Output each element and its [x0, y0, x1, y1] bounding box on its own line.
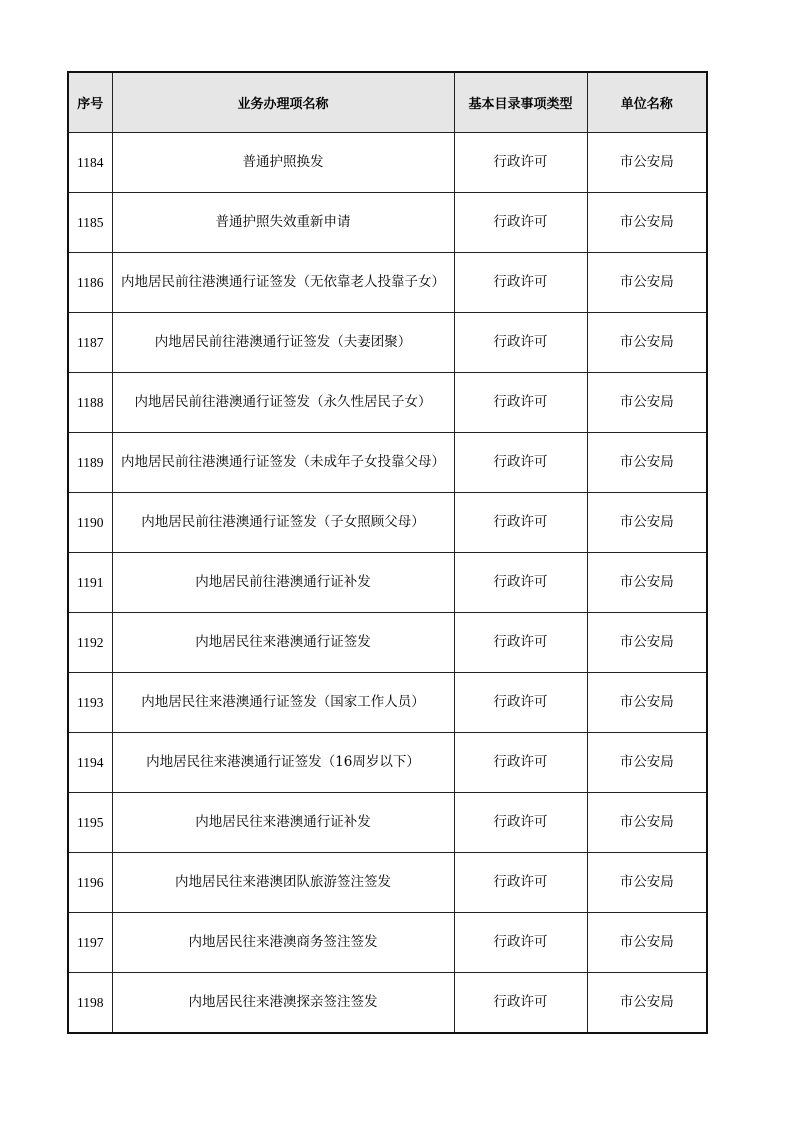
row-unit-name: 市公安局	[587, 193, 707, 253]
row-seq: 1194	[68, 733, 112, 793]
row-item-name: 内地居民前往港澳通行证签发（未成年子女投靠父母）	[112, 433, 454, 493]
row-item-name: 内地居民前往港澳通行证补发	[112, 553, 454, 613]
row-unit-name: 市公安局	[587, 133, 707, 193]
row-seq: 1187	[68, 313, 112, 373]
row-seq: 1188	[68, 373, 112, 433]
row-unit-name: 市公安局	[587, 493, 707, 553]
row-item-name: 内地居民前往港澳通行证签发（子女照顾父母）	[112, 493, 454, 553]
row-item-name: 内地居民往来港澳通行证签发（16周岁以下）	[112, 733, 454, 793]
row-unit-name: 市公安局	[587, 853, 707, 913]
table-row	[68, 613, 707, 673]
row-item-type: 行政许可	[454, 853, 587, 913]
table-row	[68, 373, 707, 433]
row-seq: 1198	[68, 973, 112, 1034]
table-row	[68, 793, 707, 853]
row-unit-name: 市公安局	[587, 373, 707, 433]
table-row	[68, 313, 707, 373]
row-seq: 1196	[68, 853, 112, 913]
row-item-name: 内地居民前往港澳通行证签发（无依靠老人投靠子女）	[112, 253, 454, 313]
row-item-type: 行政许可	[454, 313, 587, 373]
row-unit-name: 市公安局	[587, 733, 707, 793]
row-item-type: 行政许可	[454, 973, 587, 1034]
row-unit-name: 市公安局	[587, 253, 707, 313]
row-unit-name: 市公安局	[587, 613, 707, 673]
row-item-type: 行政许可	[454, 493, 587, 553]
row-seq: 1197	[68, 913, 112, 973]
header-item-name: 业务办理项名称	[112, 72, 454, 133]
row-seq: 1186	[68, 253, 112, 313]
row-unit-name: 市公安局	[587, 793, 707, 853]
row-item-name: 普通护照换发	[112, 133, 454, 193]
row-item-name: 内地居民往来港澳通行证签发（国家工作人员）	[112, 673, 454, 733]
row-item-name: 内地居民往来港澳商务签注签发	[112, 913, 454, 973]
row-item-name: 内地居民前往港澳通行证签发（永久性居民子女）	[112, 373, 454, 433]
row-item-type: 行政许可	[454, 193, 587, 253]
row-item-type: 行政许可	[454, 673, 587, 733]
table-row	[68, 733, 707, 793]
row-seq: 1184	[68, 133, 112, 193]
row-unit-name: 市公安局	[587, 433, 707, 493]
table-header-row	[68, 72, 707, 133]
row-item-name: 内地居民往来港澳通行证签发	[112, 613, 454, 673]
row-item-type: 行政许可	[454, 253, 587, 313]
table-row	[68, 133, 707, 193]
row-unit-name: 市公安局	[587, 673, 707, 733]
table-row	[68, 433, 707, 493]
row-unit-name: 市公安局	[587, 553, 707, 613]
row-item-type: 行政许可	[454, 553, 587, 613]
row-seq: 1189	[68, 433, 112, 493]
table-row	[68, 973, 707, 1034]
row-item-type: 行政许可	[454, 613, 587, 673]
table-row	[68, 493, 707, 553]
header-seq: 序号	[68, 72, 112, 133]
table-row	[68, 913, 707, 973]
table-row	[68, 853, 707, 913]
row-item-type: 行政许可	[454, 793, 587, 853]
row-item-name: 普通护照失效重新申请	[112, 193, 454, 253]
service-items-table	[67, 71, 708, 1034]
row-unit-name: 市公安局	[587, 313, 707, 373]
row-seq: 1191	[68, 553, 112, 613]
table-row	[68, 553, 707, 613]
table-row	[68, 193, 707, 253]
table-row	[68, 673, 707, 733]
row-item-type: 行政许可	[454, 133, 587, 193]
row-item-name: 内地居民往来港澳团队旅游签注签发	[112, 853, 454, 913]
header-unit-name: 单位名称	[587, 72, 707, 133]
row-seq: 1190	[68, 493, 112, 553]
row-item-name: 内地居民前往港澳通行证签发（夫妻团聚）	[112, 313, 454, 373]
row-item-name: 内地居民往来港澳通行证补发	[112, 793, 454, 853]
row-item-type: 行政许可	[454, 433, 587, 493]
row-unit-name: 市公安局	[587, 913, 707, 973]
row-item-type: 行政许可	[454, 373, 587, 433]
table-row	[68, 253, 707, 313]
row-seq: 1195	[68, 793, 112, 853]
row-unit-name: 市公安局	[587, 973, 707, 1034]
header-item-type: 基本目录事项类型	[454, 72, 587, 133]
row-item-type: 行政许可	[454, 913, 587, 973]
row-item-name: 内地居民往来港澳探亲签注签发	[112, 973, 454, 1034]
row-seq: 1192	[68, 613, 112, 673]
row-seq: 1185	[68, 193, 112, 253]
row-seq: 1193	[68, 673, 112, 733]
row-item-type: 行政许可	[454, 733, 587, 793]
